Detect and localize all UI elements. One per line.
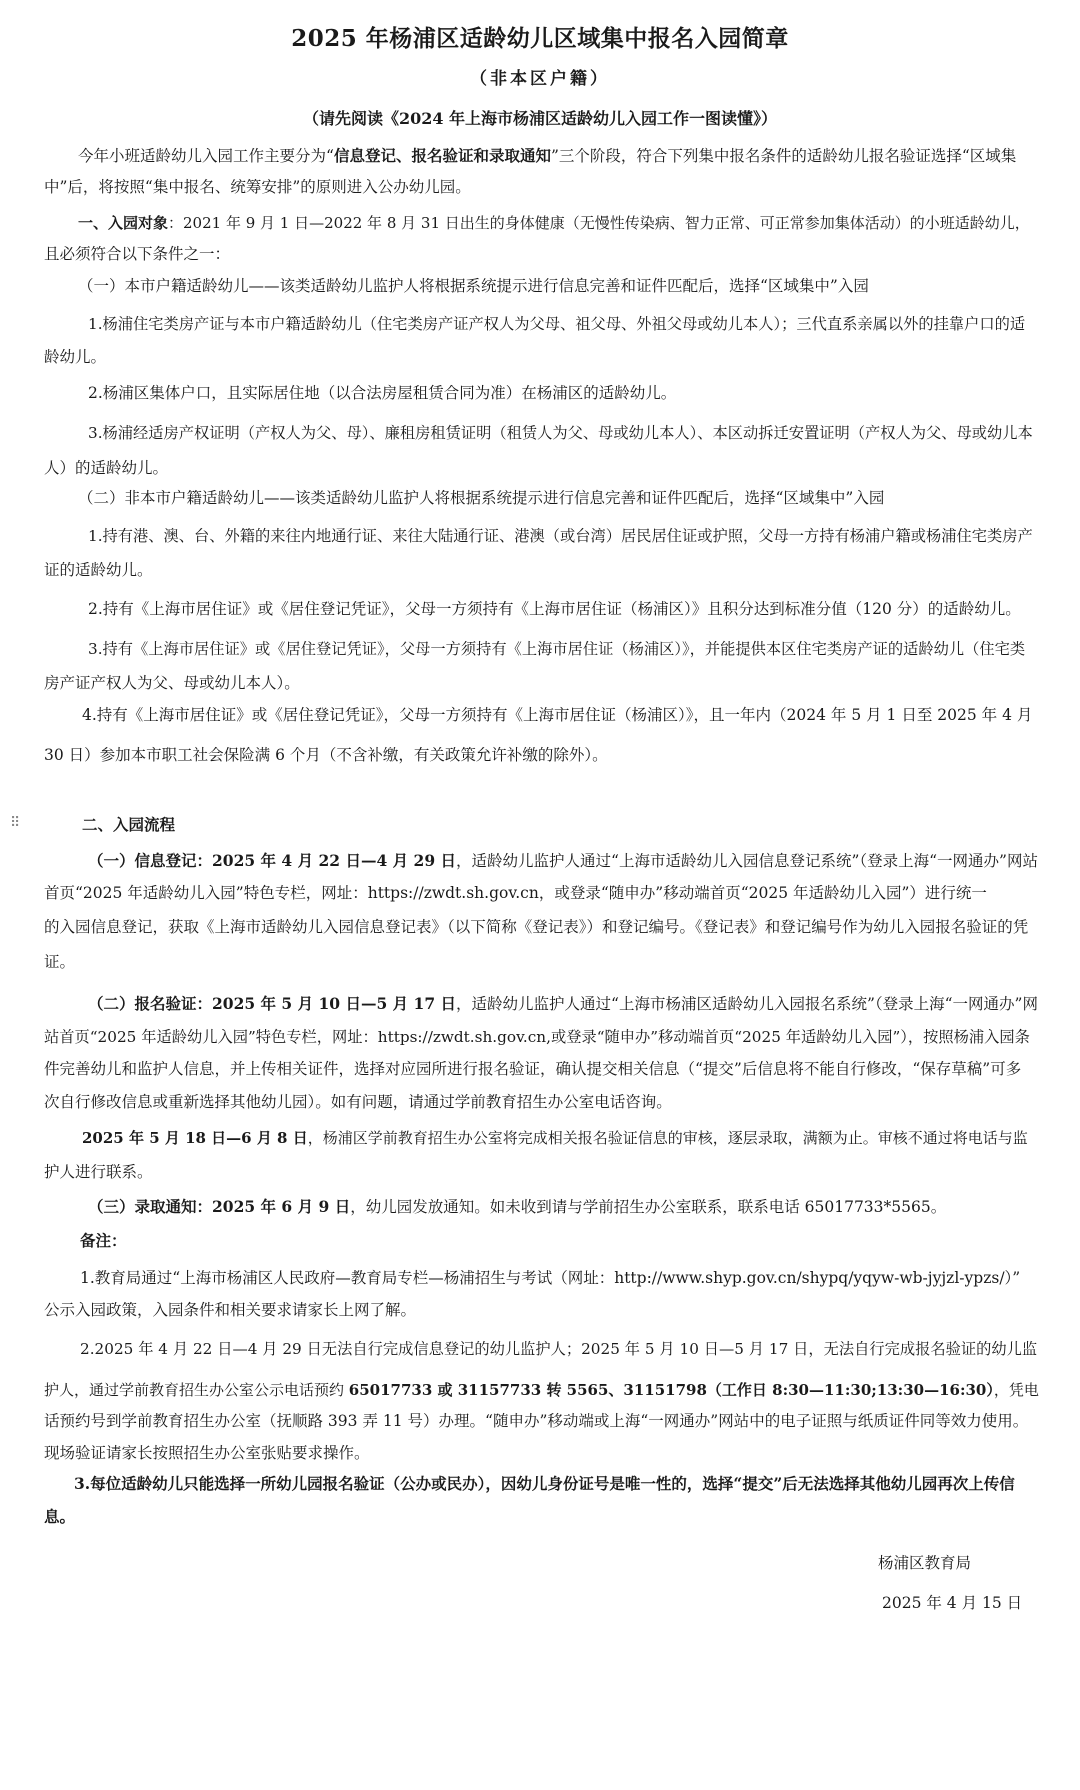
step1-line-4: 证。 — [44, 953, 76, 971]
notes-heading: 备注： — [80, 1231, 127, 1250]
local-item-3-line-1: 3.杨浦经适房产权证明（产权人为父、母）、廉租房租赁证明（租赁人为父、母或幼儿本人）、本区动拆迁安置证明（产权人为父、母或幼儿本 — [88, 424, 1033, 442]
step1-line-2: 首页“2025 年适龄幼儿入园”特色专栏，网址：https://zwdt.sh.gov.cn，或登录“随申办”移动端首页“2025 年适龄幼儿入园”）进行统一 — [44, 884, 987, 902]
local-item-2: 2.杨浦区集体户口，且实际居住地（以合法房屋租赁合同为准）在杨浦区的适龄幼儿。 — [88, 384, 677, 402]
reading-notice: （请先阅读《2024 年上海市杨浦区适龄幼儿入园工作一图读懂》） — [302, 109, 778, 128]
note-2-line-1: 2.2025 年 4 月 22 日—4 月 29 日无法自行完成信息登记的幼儿监护人；2025 年 5 月 10 日—5 月 17 日，无法自行完成报名验证的幼儿监 — [80, 1340, 1038, 1358]
note-3-line-2: 息。 — [44, 1507, 76, 1526]
section1-sub-heading-2: （二）非本市户籍适龄幼儿——该类适龄幼儿监护人将根据系统提示进行信息完善和证件匹配后，选择“区域集中”入园 — [78, 489, 885, 507]
section1-eligibility: 一、入园对象：2021 年 9 月 1 日—2022 年 8 月 31 日出生的身体健康（无慢性传染病、智力正常、可正常参加集体活动）的小班适龄幼儿， — [78, 214, 1030, 232]
step1-line-1: （一）信息登记：2025 年 4 月 22 日—4 月 29 日，适龄幼儿监护人通过“上海市适龄幼儿入园信息登记系统”（登录上海“一网通办”网站 — [88, 851, 1038, 870]
nonlocal-item-3-line-1: 3.持有《上海市居住证》或《居住登记凭证》，父母一方须持有《上海市居住证（杨浦区）》，并能提供本区住宅类房产证的适龄幼儿（住宅类 — [88, 640, 1026, 658]
document-title: 2025 年杨浦区适龄幼儿区域集中报名入园简章 — [291, 25, 789, 52]
section1-sub-heading-1: （一）本市户籍适龄幼儿——该类适龄幼儿监护人将根据系统提示进行信息完善和证件匹配后，选择“区域集中”入园 — [78, 277, 869, 295]
step2-line-4: 次自行修改信息或重新选择其他幼儿园）。如有问题，请通过学前教育招生办公室电话咨询。 — [44, 1093, 672, 1111]
section1-line-2: 且必须符合以下条件之一： — [44, 245, 231, 263]
nonlocal-item-1-line-1: 1.持有港、澳、台、外籍的来往内地通行证、来往大陆通行证、港澳（或台湾）居民居住证或护照，父母一方持有杨浦户籍或杨浦住宅类房产 — [88, 527, 1033, 545]
step3-admission: （三）录取通知：2025 年 6 月 9 日，幼儿园发放通知。如未收到请与学前招生办公室联系，联系电话 65017733*5565。 — [88, 1197, 947, 1216]
review-line-2: 护人进行联系。 — [44, 1163, 153, 1181]
nonlocal-item-3-line-2: 房产证产权人为父、母或幼儿本人）。 — [44, 674, 300, 692]
local-item-1-line-2: 龄幼儿。 — [44, 348, 107, 366]
note-1-line-1: 1.教育局通过“上海市杨浦区人民政府—教育局专栏—杨浦招生与考试（网址：http://www.shyp.gov.cn/shypq/yqyw-wb-jyjzl-ypzs/）” — [80, 1269, 1021, 1287]
signature-org: 杨浦区教育局 — [878, 1554, 972, 1572]
local-item-1-line-1: 1.杨浦住宅类房产证与本市户籍适龄幼儿（住宅类房产证产权人为父母、祖父母、外祖父母或幼儿本人）；三代直系亲属以外的挂靠户口的适 — [88, 315, 1026, 333]
step2-line-2: 站首页“2025 年适龄幼儿入园”特色专栏，网址：https://zwdt.sh.gov.cn,或登录“随申办”移动端首页“2025 年适龄幼儿入园”），按照杨浦入园条 — [44, 1028, 1030, 1046]
intro-line-1: 今年小班适龄幼儿入园工作主要分为“信息登记、报名验证和录取通知”三个阶段，符合下列集中报名条件的适龄幼儿报名验证选择“区域集 — [78, 146, 1017, 165]
review-line-1: 2025 年 5 月 18 日—6 月 8 日，杨浦区学前教育招生办公室将完成相关报名验证信息的审核，逐层录取，满额为止。审核不通过将电话与监 — [82, 1129, 1028, 1147]
drag-handle-icon[interactable]: ⠿ — [10, 815, 19, 831]
note-1-line-2: 公示入园政策，入园条件和相关要求请家长上网了解。 — [44, 1301, 417, 1319]
section2-heading: 二、入园流程 — [82, 815, 176, 834]
step2-line-1: （二）报名验证：2025 年 5 月 10 日—5 月 17 日，适龄幼儿监护人通过“上海市杨浦区适龄幼儿入园报名系统”（登录上海“一网通办”网 — [88, 994, 1038, 1013]
intro-line-2: 中”后，将按照“集中报名、统筹安排”的原则进入公办幼儿园。 — [44, 178, 471, 196]
step2-line-3: 件完善幼儿和监护人信息，并上传相关证件，选择对应园所进行报名验证，确认提交相关信息（“提交”后信息将不能自行修改，“保存草稿”可多 — [44, 1060, 1022, 1078]
nonlocal-item-2: 2.持有《上海市居住证》或《居住登记凭证》，父母一方须持有《上海市居住证（杨浦区）》且积分达到标准分值（120 分）的适龄幼儿。 — [88, 600, 1021, 618]
note-3-line-1: 3.每位适龄幼儿只能选择一所幼儿园报名验证（公办或民办），因幼儿身份证号是唯一性的，选择“提交”后无法选择其他幼儿园再次上传信 — [74, 1474, 1015, 1493]
nonlocal-item-4-line-2: 30 日）参加本市职工社会保险满 6 个月（不含补缴，有关政策允许补缴的除外）。 — [44, 746, 608, 764]
note-2-line-3: 话预约号到学前教育招生办公室（抚顺路 393 弄 11 号）办理。“随申办”移动端或上海“一网通办”网站中的电子证照与纸质证件同等效力使用。 — [44, 1412, 1029, 1430]
local-item-3-line-2: 人）的适龄幼儿。 — [44, 459, 169, 477]
document-subtitle: （非本区户籍） — [470, 69, 610, 89]
nonlocal-item-4-line-1: 4.持有《上海市居住证》或《居住登记凭证》，父母一方须持有《上海市居住证（杨浦区）》，且一年内（2024 年 5 月 1 日至 2025 年 4 月 — [82, 706, 1033, 724]
nonlocal-item-1-line-2: 证的适龄幼儿。 — [44, 561, 153, 579]
note-2-line-2: 护人，通过学前教育招生办公室公示电话预约 65017733 或 31157733 转 5565、31151798（工作日 8:30—11:30;13:30—16:30），凭电 — [44, 1381, 1039, 1399]
note-2-line-4: 现场验证请家长按照招生办公室张贴要求操作。 — [44, 1444, 370, 1462]
step1-line-3: 的入园信息登记，获取《上海市适龄幼儿入园信息登记表》（以下简称《登记表》）和登记编号。《登记表》和登记编号作为幼儿入园报名验证的凭 — [44, 918, 1029, 936]
signature-date: 2025 年 4 月 15 日 — [882, 1594, 1023, 1612]
